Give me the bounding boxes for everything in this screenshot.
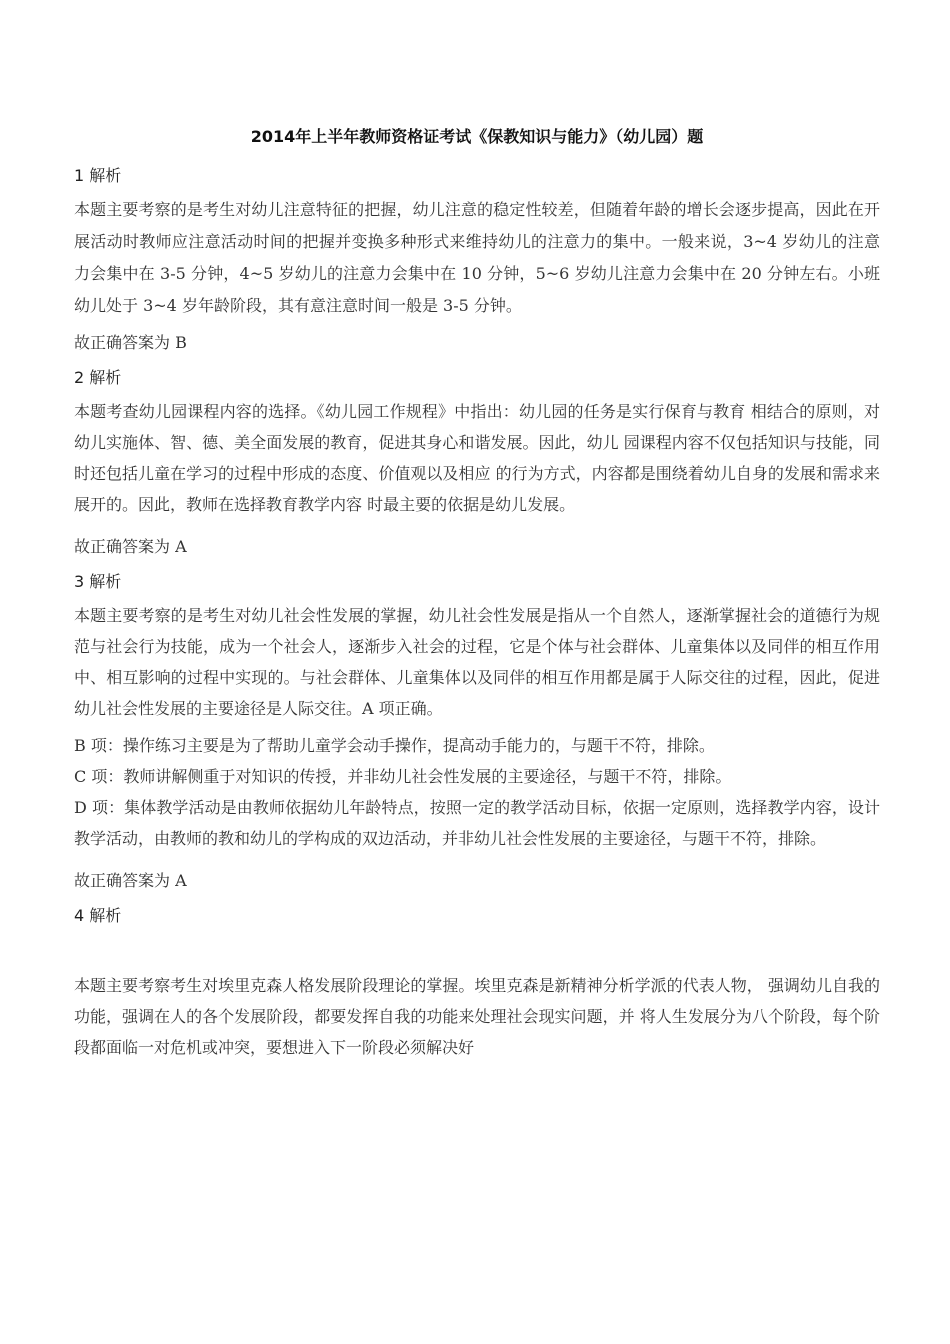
section-1 — [74, 164, 880, 356]
answer-line: 故正确答案为 B — [74, 333, 187, 352]
option-c-explanation: C 项：教师讲解侧重于对知识的传授，并非幼儿社会性发展的主要途径，与题干不符，排除。 — [74, 767, 732, 786]
section-heading: 2 解析 — [74, 368, 122, 387]
option-b-explanation: B 项：操作练习主要是为了帮助儿童学会动手操作，提高动手能力的，与题干不符，排除。 — [74, 736, 715, 755]
section-paragraph: 本题主要考察考生对埃里克森人格发展阶段理论的掌握。埃里克森是新精神分析学派的代表人物， 强调幼儿自我的功能，强调在人的各个发展阶段，都要发挥自我的功能来处理社会现实问题，并 将人生发展分为八个阶段，每个阶段都面临一对危机或冲突，要想进入下一阶段必须解决好 — [74, 976, 880, 1057]
section-paragraph: 本题主要考察的是考生对幼儿注意特征的把握，幼儿注意的稳定性较差，但随着年龄的增长会逐步提高，因此在开展活动时教师应注意活动时间的把握并变换多种形式来维持幼儿的注意力的集中。一般来说，3~4 岁幼儿的注意力会集中在 3-5 分钟，4~5 岁幼儿的注意力会集中在 10 分钟，5~6 岁幼儿注意力会集中在 20 分钟左右。小班幼儿处于 3~4 岁年龄阶段，其有意注意时间一般是 3-5 分钟。 — [74, 200, 880, 315]
section-3 — [74, 570, 880, 894]
section-paragraph: 本题主要考察的是考生对幼儿社会性发展的掌握，幼儿社会性发展是指从一个自然人，逐渐掌握社会的道德行为规范与社会行为技能，成为一个社会人，逐渐步入社会的过程，它是个体与社会群体、儿童集体以及同伴的相互作用中、相互影响的过程中实现的。与社会群体、儿童集体以及同伴的相互作用都是属于人际交往的过程，因此，促进幼儿社会性发展的主要途径是人际交往。A 项正确。 — [74, 606, 880, 718]
option-d-explanation: D 项：集体教学活动是由教师依据幼儿年龄特点，按照一定的教学活动目标，依据一定原则，选择教学内容，设计教学活动，由教师的教和幼儿的学构成的双边活动，并非幼儿社会性发展的主要途径，与题干不符，排除。 — [74, 798, 880, 848]
section-4 — [74, 904, 880, 1063]
section-paragraph: 本题考查幼儿园课程内容的选择。《幼儿园工作规程》中指出：幼儿园的任务是实行保育与教育 相结合的原则，对幼儿实施体、智、德、美全面发展的教育，促进其身心和谐发展。因此，幼儿 园课程内容不仅包括知识与技能，同时还包括儿童在学习的过程中形成的态度、价值观以及相应 的行为方式，内容都是围绕着幼儿自身的发展和需求来展开的。因此，教师在选择教育教学内容 时最主要的依据是幼儿发展。 — [74, 402, 880, 514]
answer-line: 故正确答案为 A — [74, 537, 187, 556]
section-heading: 4 解析 — [74, 906, 122, 925]
section-2 — [74, 366, 880, 560]
section-heading: 3 解析 — [74, 572, 122, 591]
answer-line: 故正确答案为 A — [74, 871, 187, 890]
document-page — [74, 122, 880, 1063]
document-title: 2014年上半年教师资格证考试《保教知识与能力》（幼儿园）题 — [250, 127, 704, 146]
section-heading: 1 解析 — [74, 166, 122, 185]
